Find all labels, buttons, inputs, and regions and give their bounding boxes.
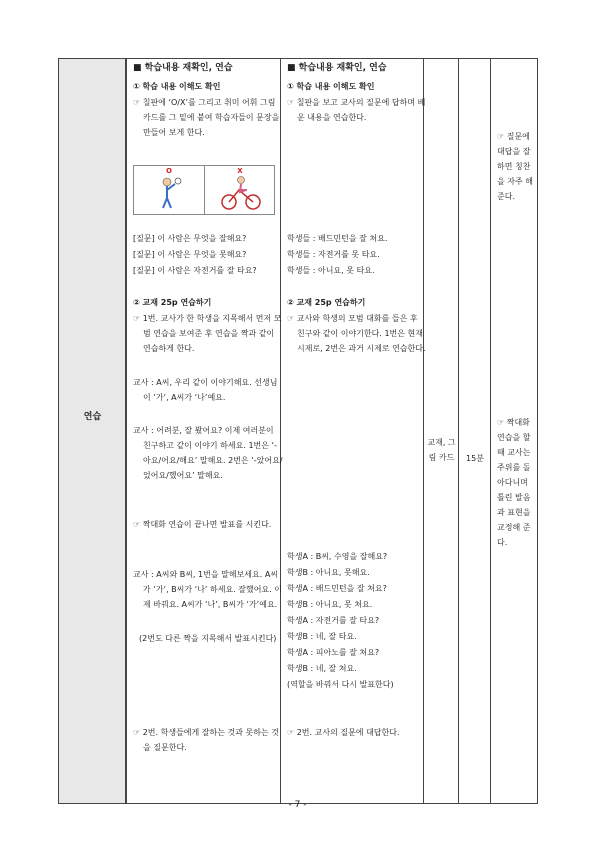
student-step1-desc: ☞ 칠판을 보고 교사의 질문에 답하며 배운 내용을 연습한다. <box>287 98 426 122</box>
note-praise: ☞ 질문에 대답을 잘하면 칭찬을 자주 해준다. <box>497 132 533 201</box>
student-answer-1: 학생들 : 배드민턴을 잘 쳐요. <box>287 234 388 243</box>
teacher-dialogue-2: 교사 : 어려분, 잘 봤어요? 이제 여러분이 친구하고 같이 이야기 하세요. 1번은 ‘-아요/어요/해요’ 말해요. 2번은 ‘-았어요/었어요/했어요’ 말해요. <box>133 426 283 480</box>
question-2: [질문] 이 사람은 무엇을 못해요? <box>133 250 247 259</box>
student-step2-desc: ☞ 교사와 학생의 모범 대화를 들은 후 친구와 같이 이야기한다. 1번은 현재 시제로, 2번은 과거 시제로 연습한다. <box>287 314 426 353</box>
page-number: - 7 - <box>288 800 307 810</box>
ox-picture-card <box>133 165 275 215</box>
teacher-dialogue-1: 교사 : A씨, 우리 같이 이야기해요. 선생님이 ‘가’, A씨가 ‘나’예요. <box>133 378 278 402</box>
student-step1-title: ① 학습 내용 이해도 확인 <box>287 82 375 91</box>
materials-column <box>424 59 459 803</box>
dialogue-line: 학생B : 아니요, 못 쳐요. <box>287 600 373 609</box>
o-card <box>134 166 204 214</box>
question-1: [질문] 이 사람은 무엇을 잘해요? <box>133 234 247 243</box>
teacher-step2-title: ② 교재 25p 연습하기 <box>133 298 212 307</box>
notes-column <box>491 59 539 803</box>
o-mark: O <box>166 167 172 175</box>
stage-column <box>59 59 126 803</box>
dialogue-line: 학생A : 피아노를 잘 쳐요? <box>287 648 380 657</box>
dialogue-line: 학생B : 네, 잘 쳐요. <box>287 664 357 673</box>
student-activity-column <box>281 59 424 803</box>
teacher-step2-desc: ☞ 1번. 교사가 한 학생을 지목해서 먼저 모범 연습을 보여준 후 연습을 짝과 같이 연습하게 한다. <box>133 314 282 353</box>
dialogue-line: 학생A : 배드민턴을 잘 쳐요? <box>287 584 387 593</box>
student-step2-title: ② 교재 25p 연습하기 <box>287 298 366 307</box>
note-pair-practice: ☞ 짝대화 연습을 할 때 교사는 주위를 돌아다니며 틀린 발음과 표현을 교정해 준다. <box>497 418 531 547</box>
teacher-step1-desc: ☞ 칠판에 ‘O/X’를 그리고 취미 어휘 그림 카드를 그 밑에 붙여 학습자들이 문장을 만들어 보게 한다. <box>133 98 280 137</box>
student-answer-2: 학생들 : 자전거를 못 타요. <box>287 250 380 259</box>
dialogue-line: 학생B : 아니요, 못해요. <box>287 568 370 577</box>
pair-practice-note: ☞ 짝대화 연습이 끝나면 발표를 시킨다. <box>133 520 272 529</box>
time-column <box>459 59 491 803</box>
badminton-person-icon <box>149 176 189 210</box>
teacher-heading: ■ 학습내용 재확인, 연습 <box>133 63 233 73</box>
materials-text: 교재, 그림 카드 <box>427 438 456 462</box>
teacher-step1-title: ① 학습 내용 이해도 확인 <box>133 82 221 91</box>
question-3: [질문] 이 사람은 자전거를 잘 타요? <box>133 266 257 275</box>
dialogue-line: 학생A : B씨, 수영을 잘해요? <box>287 552 388 561</box>
lesson-plan-table <box>58 58 538 804</box>
x-card <box>204 166 275 214</box>
stage-label: 연습 <box>83 412 102 422</box>
student-heading: ■ 학습내용 재확인, 연습 <box>287 63 387 73</box>
teacher-dialogue-3-note: (2번도 다른 짝을 지목해서 발표시킨다) <box>139 634 277 643</box>
student-answer-q2: ☞ 2번. 교사의 질문에 대답한다. <box>287 728 400 737</box>
dialogue-line: 학생A : 자전거를 잘 타요? <box>287 616 380 625</box>
dialogue-line: 학생B : 네, 잘 타요. <box>287 632 357 641</box>
time-text: 15분 <box>466 454 484 463</box>
student-answer-3: 학생들 : 아니요, 못 타요. <box>287 266 375 275</box>
dialogue-note: (역할을 바꿔서 다시 발표한다) <box>287 680 394 689</box>
bicycle-person-icon <box>220 176 262 210</box>
teacher-activity-column <box>126 59 281 803</box>
teacher-question-2: ☞ 2번. 학생들에게 잘하는 것과 못하는 것을 질문한다. <box>133 728 279 752</box>
x-mark: X <box>237 167 243 175</box>
teacher-dialogue-3: 교사 : A씨와 B씨, 1번을 말해보세요. A씨가 ‘가’, B씨가 ‘나’ 하세요. 잘했어요. 이제 바꿔요. A씨가 ‘나’, B씨가 ‘가’예요. <box>133 570 283 609</box>
